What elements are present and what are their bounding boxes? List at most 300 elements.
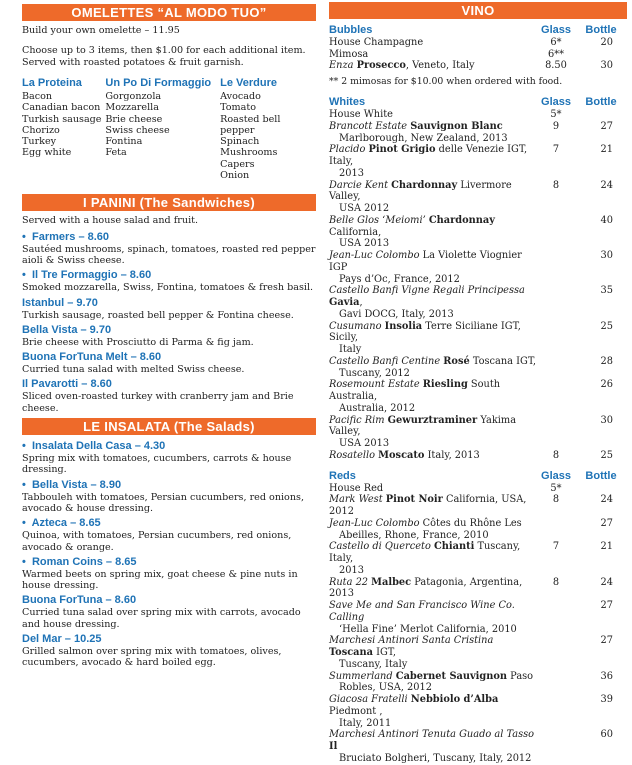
glass-price: 9	[552, 120, 560, 132]
bubbles-section	[329, 24, 627, 88]
item-desc: Curried tuna salad over spring mix with carrots, avocado and house dressing.	[22, 607, 301, 630]
insalata-header: LE INSALATA (The Salads)	[22, 418, 316, 435]
wine-varietal: Riesling	[422, 379, 468, 391]
wine-producer: Save Me and San Francisco Wine Co. Calling	[329, 600, 515, 623]
wine-region: California, USA, 2012	[329, 494, 527, 518]
bullet: •	[22, 440, 26, 453]
wine-line-2: USA 2012	[339, 203, 390, 215]
bottle-price: 60	[600, 729, 613, 741]
wine-producer: Castello Banfi Vigne Regali Principessa	[329, 285, 525, 297]
wine-name	[329, 600, 537, 635]
wine-varietal: Gewurztraminer	[387, 414, 478, 426]
wine-prices	[537, 144, 627, 179]
wine-name	[329, 60, 537, 72]
glass-price	[537, 635, 575, 670]
option-item: Chorizo	[22, 124, 60, 136]
item-name: Farmers – 8.60	[31, 230, 110, 243]
wine-list	[329, 37, 627, 72]
wine-row	[329, 144, 627, 179]
wine-line	[329, 121, 537, 133]
bottle-price: 24	[600, 494, 613, 506]
bottle-price	[575, 483, 627, 495]
bottle-price: 30	[600, 414, 613, 426]
wine-line	[329, 518, 537, 530]
wine-row	[329, 671, 627, 695]
wine-prices	[537, 671, 627, 695]
glass-price: 5*	[550, 482, 562, 494]
wine-region: Piedmont ,	[329, 705, 383, 717]
bottle-price: 40	[600, 214, 613, 226]
wine-line-2: Abeilles, Rhone, France, 2010	[339, 529, 489, 541]
bullet: •	[22, 230, 26, 243]
wine-line-2: USA 2013	[339, 438, 390, 450]
item-title	[22, 517, 316, 530]
bottle-label: Bottle	[585, 469, 617, 482]
wine-line-2: Marlborough, New Zealand, 2013	[339, 132, 508, 144]
item-name: Istanbul – 9.70	[22, 296, 98, 309]
wine-line	[329, 37, 537, 49]
wine-region: delle Venezie IGT, Italy,	[329, 144, 528, 168]
bottle-price: 27	[600, 600, 613, 612]
wine-producer: Brancott Estate	[329, 120, 411, 132]
wine-prices	[537, 215, 627, 250]
wine-producer: Placido	[329, 144, 369, 156]
wine-line-2: 2013	[339, 167, 364, 179]
item-desc: Curried tuna salad with melted Swiss cheese.	[22, 364, 245, 376]
item-name: Il Tre Formaggio – 8.60	[31, 269, 152, 282]
wine-row	[329, 215, 627, 250]
wine-name	[329, 121, 537, 145]
wine-name	[329, 37, 537, 49]
wine-producer: Castello Banfi Centine	[329, 355, 444, 367]
wine-varietal: Toscana	[329, 647, 373, 659]
omelette-choose: Choose up to 3 items, then $1.00 for each additional item.	[22, 45, 306, 57]
wine-varietal: Rosé	[443, 355, 470, 367]
wine-producer: Rosatello	[329, 449, 379, 461]
glass-price: 5*	[550, 109, 562, 121]
bottle-price: 28	[600, 355, 613, 367]
option-item: Capers	[220, 158, 255, 170]
bottle-price: 30	[600, 250, 613, 262]
wine-producer: Mimosa	[329, 48, 369, 60]
wine-row	[329, 250, 627, 285]
option-column	[220, 77, 316, 181]
item-name: Bella Vista – 8.90	[31, 478, 122, 491]
option-item: Mushrooms	[220, 147, 278, 159]
wine-region: Terre Siciliane IGT, Sicily,	[329, 320, 521, 344]
wine-varietal: Cabernet Sauvignon	[395, 670, 508, 682]
glass-price	[537, 671, 575, 695]
wine-name	[329, 494, 537, 518]
wine-list	[329, 109, 627, 462]
wine-varietal: Prosecco	[356, 60, 406, 72]
section-header	[329, 96, 627, 109]
wine-row	[329, 415, 627, 450]
wine-prices	[537, 600, 627, 635]
wine-prices	[537, 415, 627, 450]
wine-line	[329, 450, 537, 462]
wine-list	[329, 483, 627, 765]
bottle-price: 26	[600, 379, 613, 391]
section-header	[329, 24, 627, 37]
wine-row	[329, 518, 627, 542]
wine-line	[329, 541, 537, 565]
wine-region: California,	[329, 226, 382, 238]
insalata-list	[22, 440, 316, 669]
wine-line	[329, 60, 537, 72]
menu-item	[22, 324, 316, 348]
wine-region: Toscana IGT,	[469, 355, 537, 367]
bottle-price: 20	[600, 36, 613, 48]
wine-varietal: Insolia	[384, 320, 423, 332]
wine-producer: Marchesi Antinori Santa Cristina	[329, 635, 494, 647]
wine-varietal: Sauvignon Blanc	[410, 120, 503, 132]
wine-line-2: 2013	[339, 564, 364, 576]
bottle-price: 35	[600, 285, 613, 297]
wine-prices	[537, 321, 627, 356]
wine-name	[329, 321, 537, 356]
menu-item	[22, 633, 316, 669]
wine-producer: Cusumano	[329, 320, 385, 332]
option-item: Tomato	[220, 102, 257, 114]
wine-row	[329, 49, 627, 61]
bottle-price: 39	[600, 694, 613, 706]
wine-prices	[537, 37, 627, 49]
wine-line	[329, 415, 537, 439]
item-name: Roman Coins – 8.65	[31, 555, 137, 568]
price-headers	[537, 96, 627, 109]
bottle-price: 27	[600, 635, 613, 647]
menu-item	[22, 440, 316, 476]
wine-name	[329, 518, 537, 542]
glass-price: 8.50	[545, 60, 567, 72]
wine-producer: House White	[329, 109, 393, 121]
panini-list	[22, 231, 316, 414]
section-header	[329, 470, 627, 483]
wine-row	[329, 37, 627, 49]
bottle-price: 25	[600, 449, 613, 461]
glass-price	[537, 694, 575, 729]
wine-varietal: Chianti	[433, 541, 475, 553]
wine-producer: Darcie Kent	[329, 179, 392, 191]
bottle-price: 21	[600, 144, 613, 156]
wine-prices	[537, 356, 627, 380]
item-desc: Spring mix with tomatoes, cucumbers, carrots & house dressing.	[22, 453, 292, 476]
item-desc: Tabbouleh with tomatoes, Persian cucumbers, red onions, avocado & house dressing.	[22, 491, 304, 514]
wine-row	[329, 379, 627, 414]
wine-line-2: Tuscany, 2012	[339, 367, 410, 379]
glass-price: 6**	[547, 48, 565, 60]
wine-line-2: USA 2013	[339, 238, 390, 250]
omelette-options	[22, 77, 316, 181]
bottle-price	[575, 109, 627, 121]
glass-label: Glass	[541, 469, 571, 482]
item-name: Del Mar – 10.25	[22, 633, 102, 645]
item-desc: Sautéed mushrooms, spinach, tomatoes, roasted red pepper aioli & Swiss cheese.	[22, 243, 316, 266]
wine-line	[329, 109, 537, 121]
wine-region: Tuscany, Italy,	[329, 541, 521, 565]
wine-prices	[537, 450, 627, 462]
omelette-served: Served with roasted potatoes & fruit garnish.	[22, 56, 244, 68]
option-item: Feta	[105, 147, 127, 159]
option-item: Roasted bell pepper	[220, 113, 281, 136]
option-item: Turkish sausage	[22, 113, 102, 125]
wine-name	[329, 635, 537, 670]
wine-region: Côtes du Rhône Les	[422, 517, 522, 529]
glass-label: Glass	[541, 96, 571, 109]
item-desc: Warmed beets on spring mix, goat cheese & pine nuts in house dressing.	[22, 568, 298, 592]
wine-row	[329, 694, 627, 729]
wine-name	[329, 415, 537, 450]
glass-price	[537, 285, 575, 320]
wine-varietal: Pinot Grigio	[368, 144, 436, 156]
wine-row	[329, 729, 627, 764]
wine-region: Paso	[507, 670, 534, 682]
wine-prices	[537, 729, 627, 764]
glass-price: 8	[552, 576, 560, 588]
option-item: Brie cheese	[105, 113, 163, 125]
glass-price	[537, 321, 575, 356]
wine-producer: Pacific Rim	[329, 414, 388, 426]
wine-varietal: Pinot Noir	[385, 494, 443, 506]
panini-header: I PANINI (The Sandwiches)	[22, 194, 316, 211]
price-headers	[537, 24, 627, 37]
wine-varietal: Gavia	[329, 297, 360, 309]
wine-row	[329, 180, 627, 215]
wine-prices	[537, 109, 627, 121]
wine-line	[329, 321, 537, 345]
bottle-price: 24	[600, 179, 613, 191]
glass-price: 7	[552, 541, 560, 553]
whites-section	[329, 96, 627, 461]
wine-name	[329, 285, 537, 320]
option-heading: Un Po Di Formaggio	[105, 76, 212, 89]
bottle-price: 30	[600, 60, 613, 72]
wine-producer: Marchesi Antinori Tenuta Guado al Tasso	[329, 729, 535, 741]
option-item: Gorgonzola	[105, 90, 162, 102]
option-item: Fontina	[105, 136, 143, 148]
wine-name	[329, 215, 537, 250]
wine-region: Yakima Valley,	[329, 414, 517, 438]
wine-column	[329, 0, 627, 765]
wine-region: Patagonia, Argentina, 2013	[329, 576, 523, 600]
wine-line	[329, 49, 537, 61]
wine-line-2: Italy, 2011	[339, 717, 392, 729]
wine-prices	[537, 250, 627, 285]
glass-price	[537, 215, 575, 250]
bottle-label: Bottle	[585, 24, 617, 36]
wine-name	[329, 144, 537, 179]
bottle-price: 21	[600, 541, 613, 553]
wine-row	[329, 541, 627, 576]
option-item: Bacon	[22, 90, 53, 102]
wine-line	[329, 600, 537, 624]
wine-line	[329, 635, 537, 659]
price-headers	[537, 470, 627, 483]
option-item: Swiss cheese	[105, 124, 170, 136]
wine-name	[329, 729, 537, 764]
glass-price	[537, 729, 575, 764]
wine-region: South Australia,	[329, 379, 501, 403]
bottle-label: Bottle	[585, 96, 617, 109]
wine-prices	[537, 694, 627, 729]
wine-producer: Castello di Querceto	[329, 541, 434, 553]
wine-line	[329, 180, 537, 204]
wine-prices	[537, 541, 627, 576]
menu-item	[22, 517, 316, 553]
wine-row	[329, 285, 627, 320]
glass-price	[537, 600, 575, 635]
wine-producer: Summerland	[329, 670, 396, 682]
wine-line	[329, 215, 537, 239]
bullet: •	[22, 269, 26, 282]
option-item: Canadian bacon	[22, 102, 101, 114]
wine-line-2: Gavi DOCG, Italy, 2013	[339, 308, 454, 320]
option-heading: Le Verdure	[220, 76, 277, 89]
wine-line	[329, 671, 537, 683]
wine-name	[329, 109, 537, 121]
wine-line	[329, 729, 537, 753]
reds-section	[329, 470, 627, 765]
wine-row	[329, 356, 627, 380]
glass-price	[537, 415, 575, 450]
wine-region: , Veneto, Italy	[405, 60, 475, 72]
wine-prices	[537, 379, 627, 414]
section-title: Bubbles	[329, 24, 373, 36]
wine-varietal: Malbec	[371, 576, 412, 588]
item-desc: Quinoa, with tomatoes, Persian cucumbers, red onions, avocado & orange.	[22, 530, 292, 553]
food-column	[22, 0, 316, 669]
option-item: Onion	[220, 170, 250, 182]
wine-row	[329, 60, 627, 72]
wine-producer: Belle Glos ‘Meiomi’	[329, 214, 429, 226]
wine-region: IGT,	[373, 647, 397, 659]
wine-row	[329, 600, 627, 635]
wine-region: Italy, 2013	[424, 449, 480, 461]
option-item: Egg white	[22, 147, 72, 159]
wine-producer: Jean-Luc Colombo	[329, 517, 423, 529]
wine-line-2: Tuscany, Italy	[339, 658, 408, 670]
glass-price	[537, 356, 575, 380]
wine-row	[329, 483, 627, 495]
wine-prices	[537, 49, 627, 61]
mimosa-note: ** 2 mimosas for $10.00 when ordered with food.	[329, 76, 563, 88]
option-column	[105, 77, 220, 181]
item-desc: Brie cheese with Prosciutto di Parma & fig jam.	[22, 336, 254, 348]
glass-price: 7	[552, 144, 560, 156]
item-desc: Grilled salmon over spring mix with tomatoes, olives, cucumbers, avocado & hard boiled egg.	[22, 645, 282, 669]
omelette-price: Build your own omelette – 11.95	[22, 25, 180, 36]
wine-line-2: Robles, USA, 2012	[339, 682, 432, 694]
option-item: Spinach	[220, 136, 260, 148]
glass-price: 8	[552, 494, 560, 506]
bottle-price: 27	[600, 517, 613, 529]
wine-region: La Violette Viognier IGP	[329, 250, 522, 273]
panini-served: Served with a house salad and fruit.	[22, 215, 199, 227]
wine-line	[329, 250, 537, 274]
wine-line	[329, 285, 537, 309]
item-desc: Turkish sausage, roasted bell pepper & Fontina cheese.	[22, 309, 294, 321]
wine-prices	[537, 483, 627, 495]
wine-name	[329, 379, 537, 414]
wine-line	[329, 494, 537, 518]
menu-item	[22, 479, 316, 515]
wine-row	[329, 450, 627, 462]
wine-line	[329, 144, 537, 168]
option-column	[22, 77, 105, 181]
wine-varietal: Il	[329, 741, 338, 753]
item-name: Azteca – 8.65	[31, 517, 101, 530]
item-name: Insalata Della Casa – 4.30	[31, 440, 166, 453]
option-heading: La Proteina	[22, 76, 82, 89]
option-item: Avocado	[220, 90, 261, 102]
wine-row	[329, 635, 627, 670]
wine-line	[329, 356, 537, 368]
menu-item	[22, 594, 316, 630]
menu-item	[22, 378, 316, 414]
wine-varietal: Moscato	[378, 449, 425, 461]
wine-prices	[537, 577, 627, 601]
wine-producer: Mark West	[329, 494, 386, 506]
wine-line-2: Pays d’Oc, France, 2012	[339, 273, 460, 285]
wine-line-2: Bruciato Bolgheri, Tuscany, Italy, 2012	[339, 752, 532, 764]
option-item: Turkey	[22, 136, 57, 148]
item-name: Buona ForTuna – 8.60	[22, 594, 137, 607]
wine-producer: Rosemount Estate	[329, 379, 423, 391]
item-title	[22, 269, 316, 282]
wine-region: Livermore Valley,	[329, 179, 512, 203]
wine-varietal: Nebbiolo d’Alba	[410, 694, 499, 706]
bottle-price: 27	[600, 120, 613, 132]
glass-price	[537, 250, 575, 285]
bullet: •	[22, 555, 26, 568]
menu-item	[22, 269, 316, 293]
wine-name	[329, 577, 537, 601]
wine-prices	[537, 121, 627, 145]
bullet: •	[22, 517, 26, 530]
wine-row	[329, 121, 627, 145]
item-title	[22, 231, 316, 244]
item-name: Buona ForTuna Melt – 8.60	[22, 351, 162, 364]
wine-row	[329, 321, 627, 356]
wine-line	[329, 577, 537, 601]
wine-producer: House Red	[329, 482, 384, 494]
wine-region: ,	[359, 297, 363, 309]
wine-producer: Jean-Luc Colombo	[329, 250, 423, 262]
glass-price	[537, 518, 575, 542]
option-item: Mozzarella	[105, 102, 159, 114]
glass-price	[537, 379, 575, 414]
wine-row	[329, 109, 627, 121]
bullet: •	[22, 478, 26, 491]
wine-producer: Enza	[329, 60, 357, 72]
wine-prices	[537, 518, 627, 542]
wine-varietal: Chardonnay	[391, 179, 458, 191]
wine-name	[329, 694, 537, 729]
bottle-price	[575, 49, 627, 61]
wine-prices	[537, 285, 627, 320]
menu-item	[22, 351, 316, 375]
glass-price: 8	[552, 179, 560, 191]
wine-producer: Giacosa Fratelli	[329, 694, 411, 706]
wine-row	[329, 577, 627, 601]
item-desc: Smoked mozzarella, Swiss, Fontina, tomatoes & fresh basil.	[22, 282, 314, 294]
wine-prices	[537, 494, 627, 518]
glass-price: 6*	[550, 36, 562, 48]
wine-line-2: Italy	[339, 344, 362, 356]
wine-name	[329, 356, 537, 380]
glass-label: Glass	[541, 24, 571, 36]
